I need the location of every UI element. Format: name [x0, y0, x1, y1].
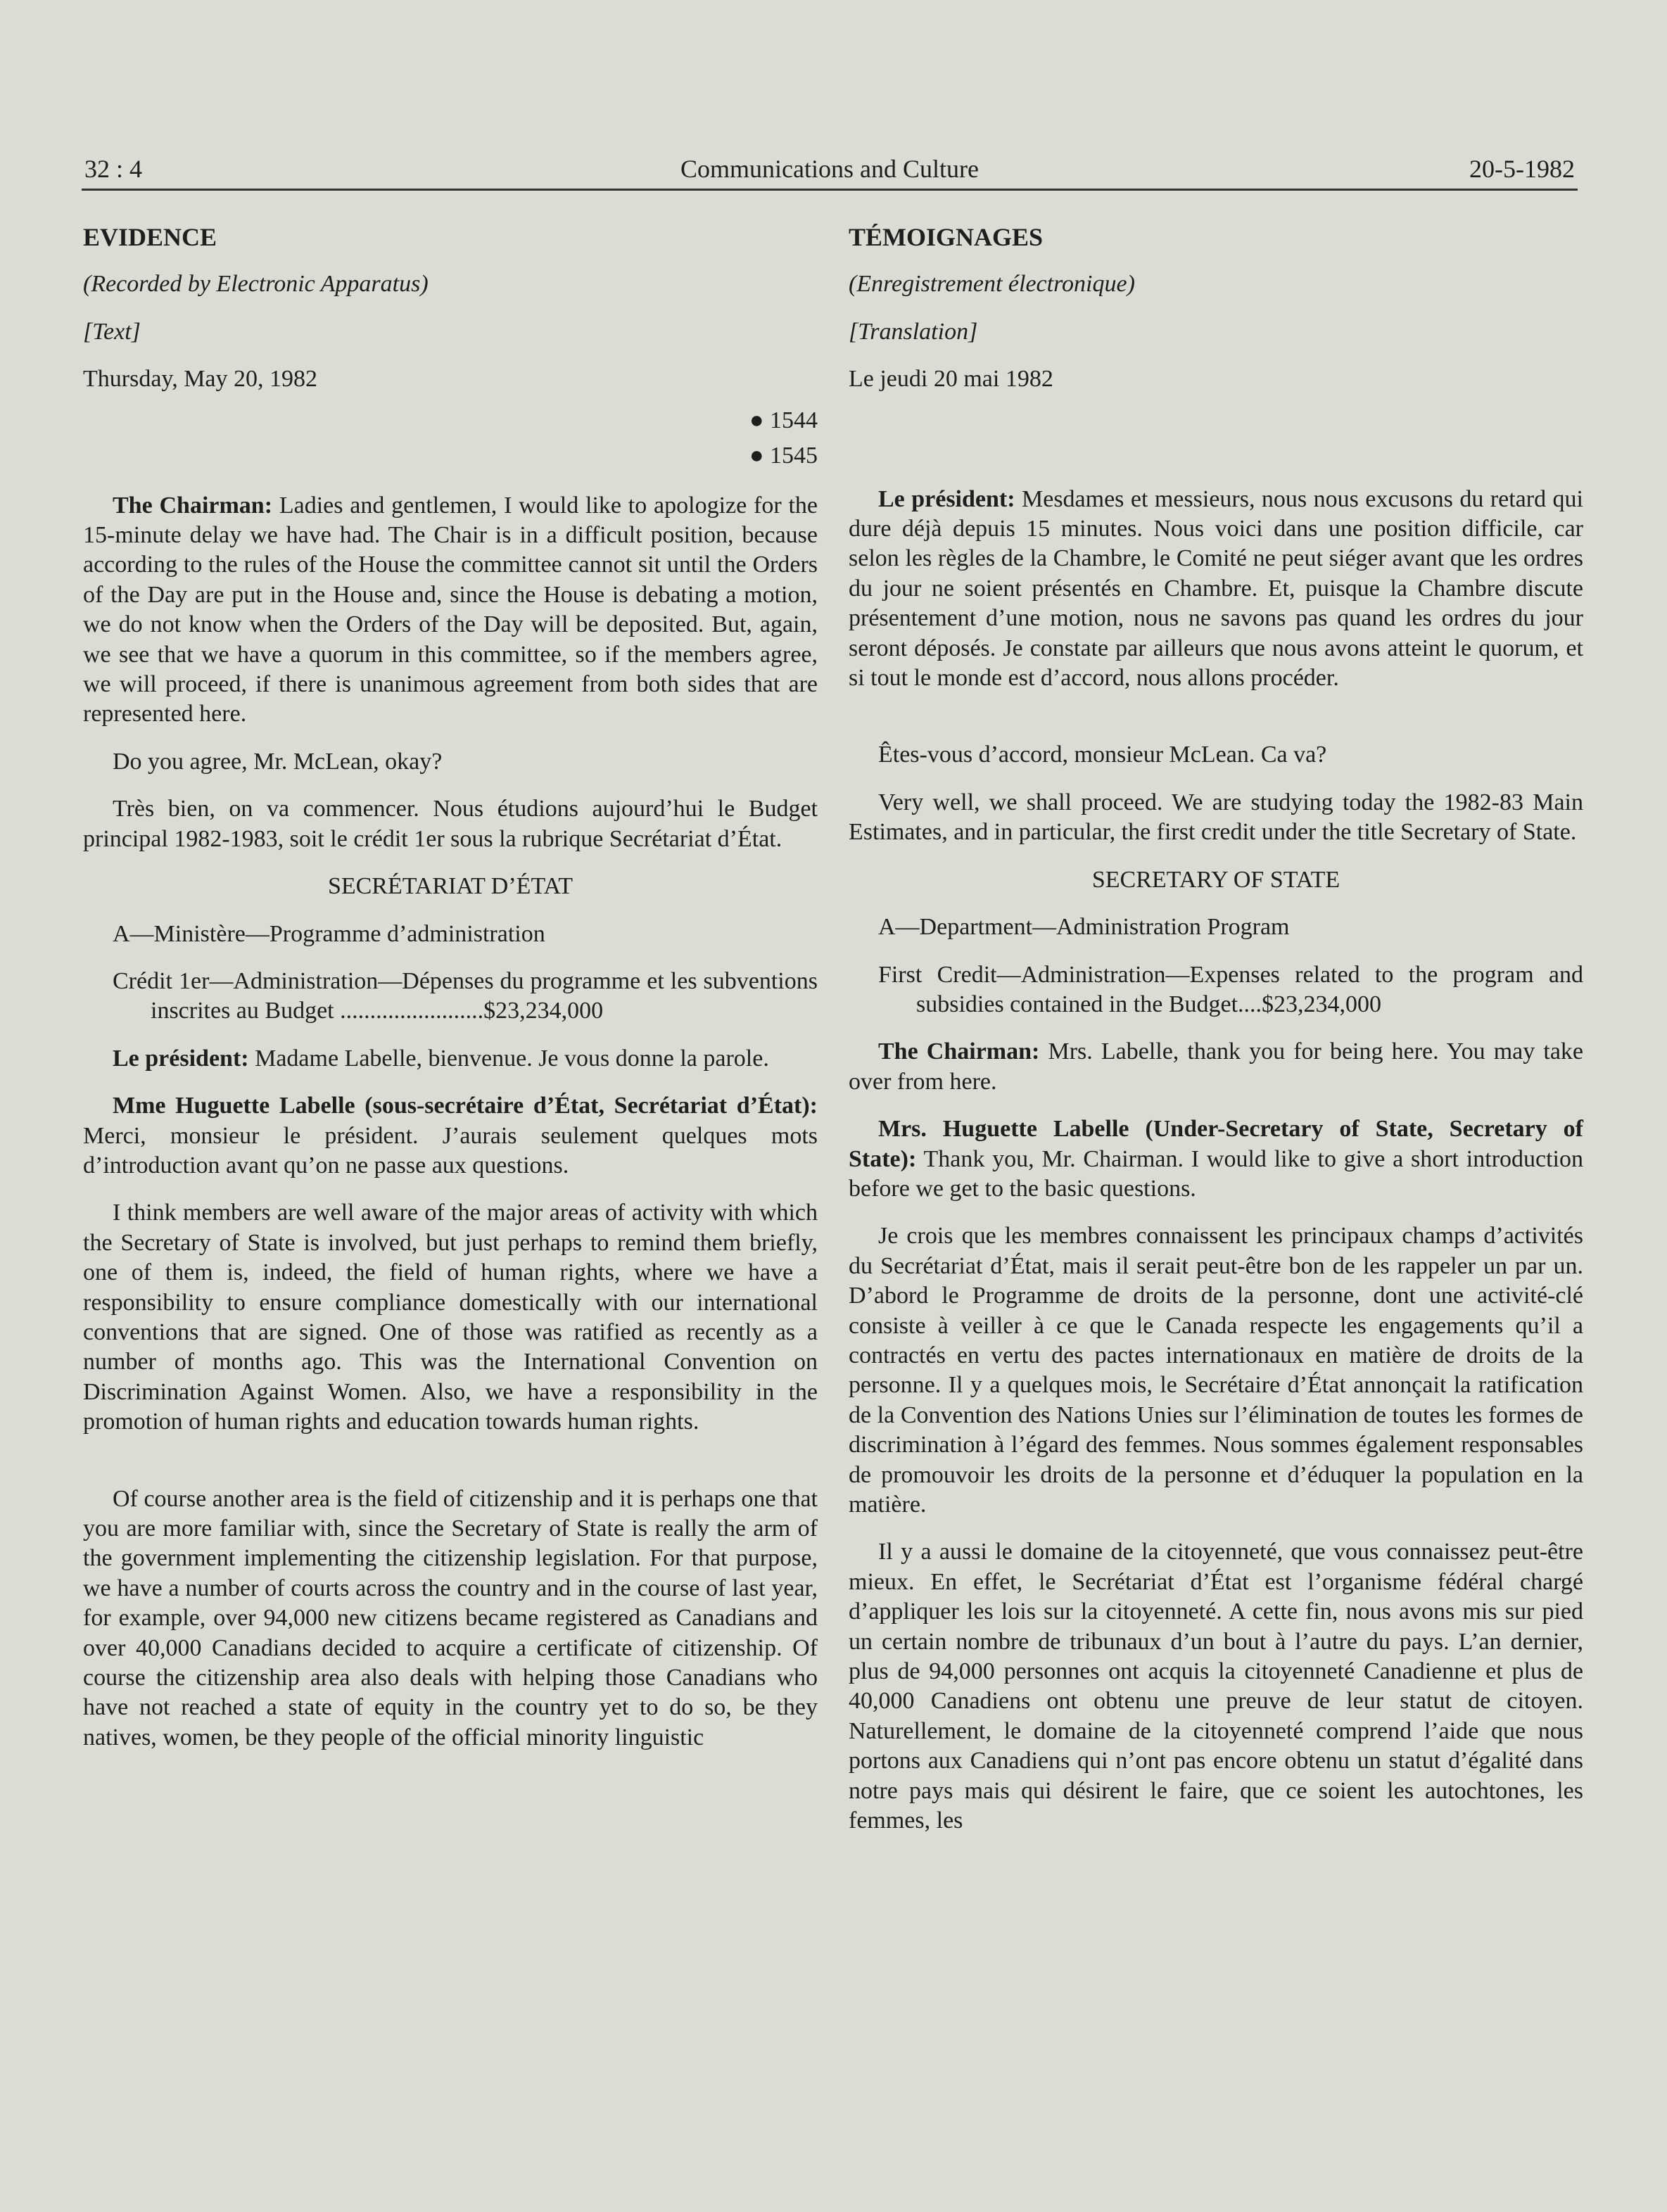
session-date: Thursday, May 20, 1982 — [83, 366, 318, 393]
paragraph: I think members are well aware of the major areas of activity with which the Secretary of State is involved, but just perhaps to remind them briefly, one of them is, indeed, the field of human rights, where we have a responsibility to ensure compliance domestically with our international conventions that are signed. One of those was ratified as recently as a number of months ago. This was the International Convention on Discrimination Against Women. Also, we have a responsibility in the promotion of human rights and education towards human rights. — [83, 1200, 818, 1435]
paragraph: Do you agree, Mr. McLean, okay? — [113, 748, 443, 775]
english-column — [83, 222, 818, 1770]
page-header — [82, 152, 1578, 191]
paragraph: The Chairman: Ladies and gentlemen, I would like to apologize for the 15-minute delay we have had. The Chair is in a difficult position, because according to the rules of the House the committee cannot sit until the Orders of the Day are put in the House and, since the House is debating a motion, we do not know when the Orders of the Day will be deposited. But, again, we see that we have a quorum in this committee, so if the members agree, we will proceed, if there is unanimous agreement from both sides that are represented here. — [83, 492, 818, 727]
vote-line: First Credit—Administration—Expenses related to the program and subsidies contained in the Budget....$23,234,000 — [878, 961, 1583, 1017]
paragraph: Le président: Mesdames et messieurs, nous nous excusons du retard qui dure déjà depuis 15 minutes. Nous voici dans une position difficile, car selon les règles de la Chambre, le Comité ne peut siéger avant que les ordres du jour ne soient présentés en Chambre. Et, puisque la Chambre discute présentement d’une motion, nous ne savons pas quand les ordres du jour seront déposés. Je constate par ailleurs que nous avons atteint le quorum, et si tout le monde est d’accord, nous allons procéder. — [849, 485, 1583, 692]
running-title: Communications and Culture — [680, 155, 979, 183]
french-column — [849, 222, 1583, 1853]
paragraph: Mrs. Huguette Labelle (Under-Secretary of State, Secretary of State): Thank you, Mr. Chairman. I would like to give a short introduction before we get to the basic questions. — [849, 1116, 1583, 1202]
paragraph: Mme Huguette Labelle (sous-secrétaire d’État, Secrétariat d’État): Merci, monsieur le président. J’aurais seulement quelques mots d’introduction avant qu’on ne passe aux questions. — [83, 1093, 818, 1178]
vote-line: Crédit 1er—Administration—Dépenses du programme et les subventions inscrites au Budget ........................$23,234,000 — [113, 967, 818, 1024]
text-tag: [Text] — [83, 318, 141, 345]
spacer — [83, 1455, 818, 1485]
page-number: 32 : 4 — [84, 155, 143, 183]
paragraph: The Chairman: Mrs. Labelle, thank you for being here. You may take over from here. — [849, 1038, 1584, 1095]
paragraph: Il y a aussi le domaine de la citoyenneté, que vous connaissez peut-être mieux. En effet, le Secrétariat d’État est l’organisme fédéral chargé d’appliquer les lois sur la citoyenneté. A cette fin, nous avons mis sur pied un certain nombre de tribunaux d’un bout à l’autre du pays. L’an dernier, plus de 94,000 personnes ont acquis la citoyenneté Canadienne et plus de 40,000 Canadiens ont obtenu une preuve de leur statut de citoyen. Naturellement, le domaine de la citoyenneté comprend l’aide que nous portons aux Canadiens qui n’ont pas encore obtenu un statut d’égalité dans notre pays mais qui désirent le faire, que ce soient les autochtones, les femmes, les — [849, 1539, 1583, 1834]
speaker-name: The Chairman: — [878, 1038, 1040, 1065]
paragraph: Très bien, on va commencer. Nous étudions aujourd’hui le Budget principal 1982-1983, soit le crédit 1er sous la rubrique Secrétariat d’État. — [83, 796, 818, 852]
section-heading: EVIDENCE — [83, 223, 217, 251]
time-markers — [83, 403, 818, 473]
paragraph: Le président: Madame Labelle, bienvenue. Je vous donne la parole. — [113, 1045, 769, 1072]
speaker-name: Mrs. Huguette Labelle (Under-Secretary of State, Secretary of State): — [849, 1116, 1583, 1172]
paragraph: Êtes-vous d’accord, monsieur McLean. Ca va? — [878, 742, 1327, 768]
time-marker: ● 1544 — [749, 407, 818, 433]
program-title: A—Ministère—Programme d’administration — [113, 920, 545, 947]
time-marker: ● 1545 — [749, 442, 818, 469]
estimates-section-title: SECRÉTARIAT D’ÉTAT — [327, 873, 573, 900]
speaker-name: Le président: — [113, 1045, 249, 1072]
spacer — [849, 711, 1583, 740]
speaker-name: The Chairman: — [113, 492, 273, 519]
paragraph: Je crois que les membres connaissent les principaux champs d’activités du Secrétariat d’État, mais il serait peut-être bon de les rappeler un par un. D’abord le Programme de droits de la personne, dont une activité-clé consiste à veiller à ce que le Canada respecte les engagements qu’il a contractés en vertu des pactes internationaux en matière de droits de la personne. Il y a quelques mois, le Secrétaire d’État annonçait la ratification de la Convention des Nations Unies sur l’élimination de toutes les formes de discrimination à l’égard des femmes. Nous sommes également responsables de promouvoir les droits de la personne et d’éduquer la population en la matière. — [849, 1223, 1583, 1518]
estimates-section-title: SECRETARY OF STATE — [1091, 866, 1340, 893]
section-heading: TÉMOIGNAGES — [849, 223, 1044, 251]
text-tag: [Translation] — [849, 318, 978, 345]
session-date: Le jeudi 20 mai 1982 — [849, 366, 1053, 393]
paragraph: Very well, we shall proceed. We are studying today the 1982-83 Main Estimates, and in particular, the first credit under the title Secretary of State. — [849, 789, 1583, 846]
speaker-name: Le président: — [878, 485, 1015, 512]
recording-note: (Recorded by Electronic Apparatus) — [83, 271, 429, 298]
recording-note: (Enregistrement électronique) — [849, 271, 1135, 298]
speaker-name: Mme Huguette Labelle (sous-secrétaire d’État, Secrétariat d’État): — [113, 1093, 818, 1119]
program-title: A—Department—Administration Program — [878, 914, 1290, 941]
paragraph: Of course another area is the field of citizenship and it is perhaps one that you are more familiar with, since the Secretary of State is really the arm of the government implementing the citizenship legislation. For that purpose, we have a number of courts across the country and in the course of last year, for example, over 94,000 new citizens became registered as Canadians and over 40,000 Canadians decided to acquire a certificate of citizenship. Of course the citizenship area also deals with helping those Canadians who have not reached a state of equity in the country yet to do so, be they natives, women, be they people of the official minority linguistic — [83, 1485, 818, 1750]
header-date: 20-5-1982 — [1469, 155, 1575, 183]
